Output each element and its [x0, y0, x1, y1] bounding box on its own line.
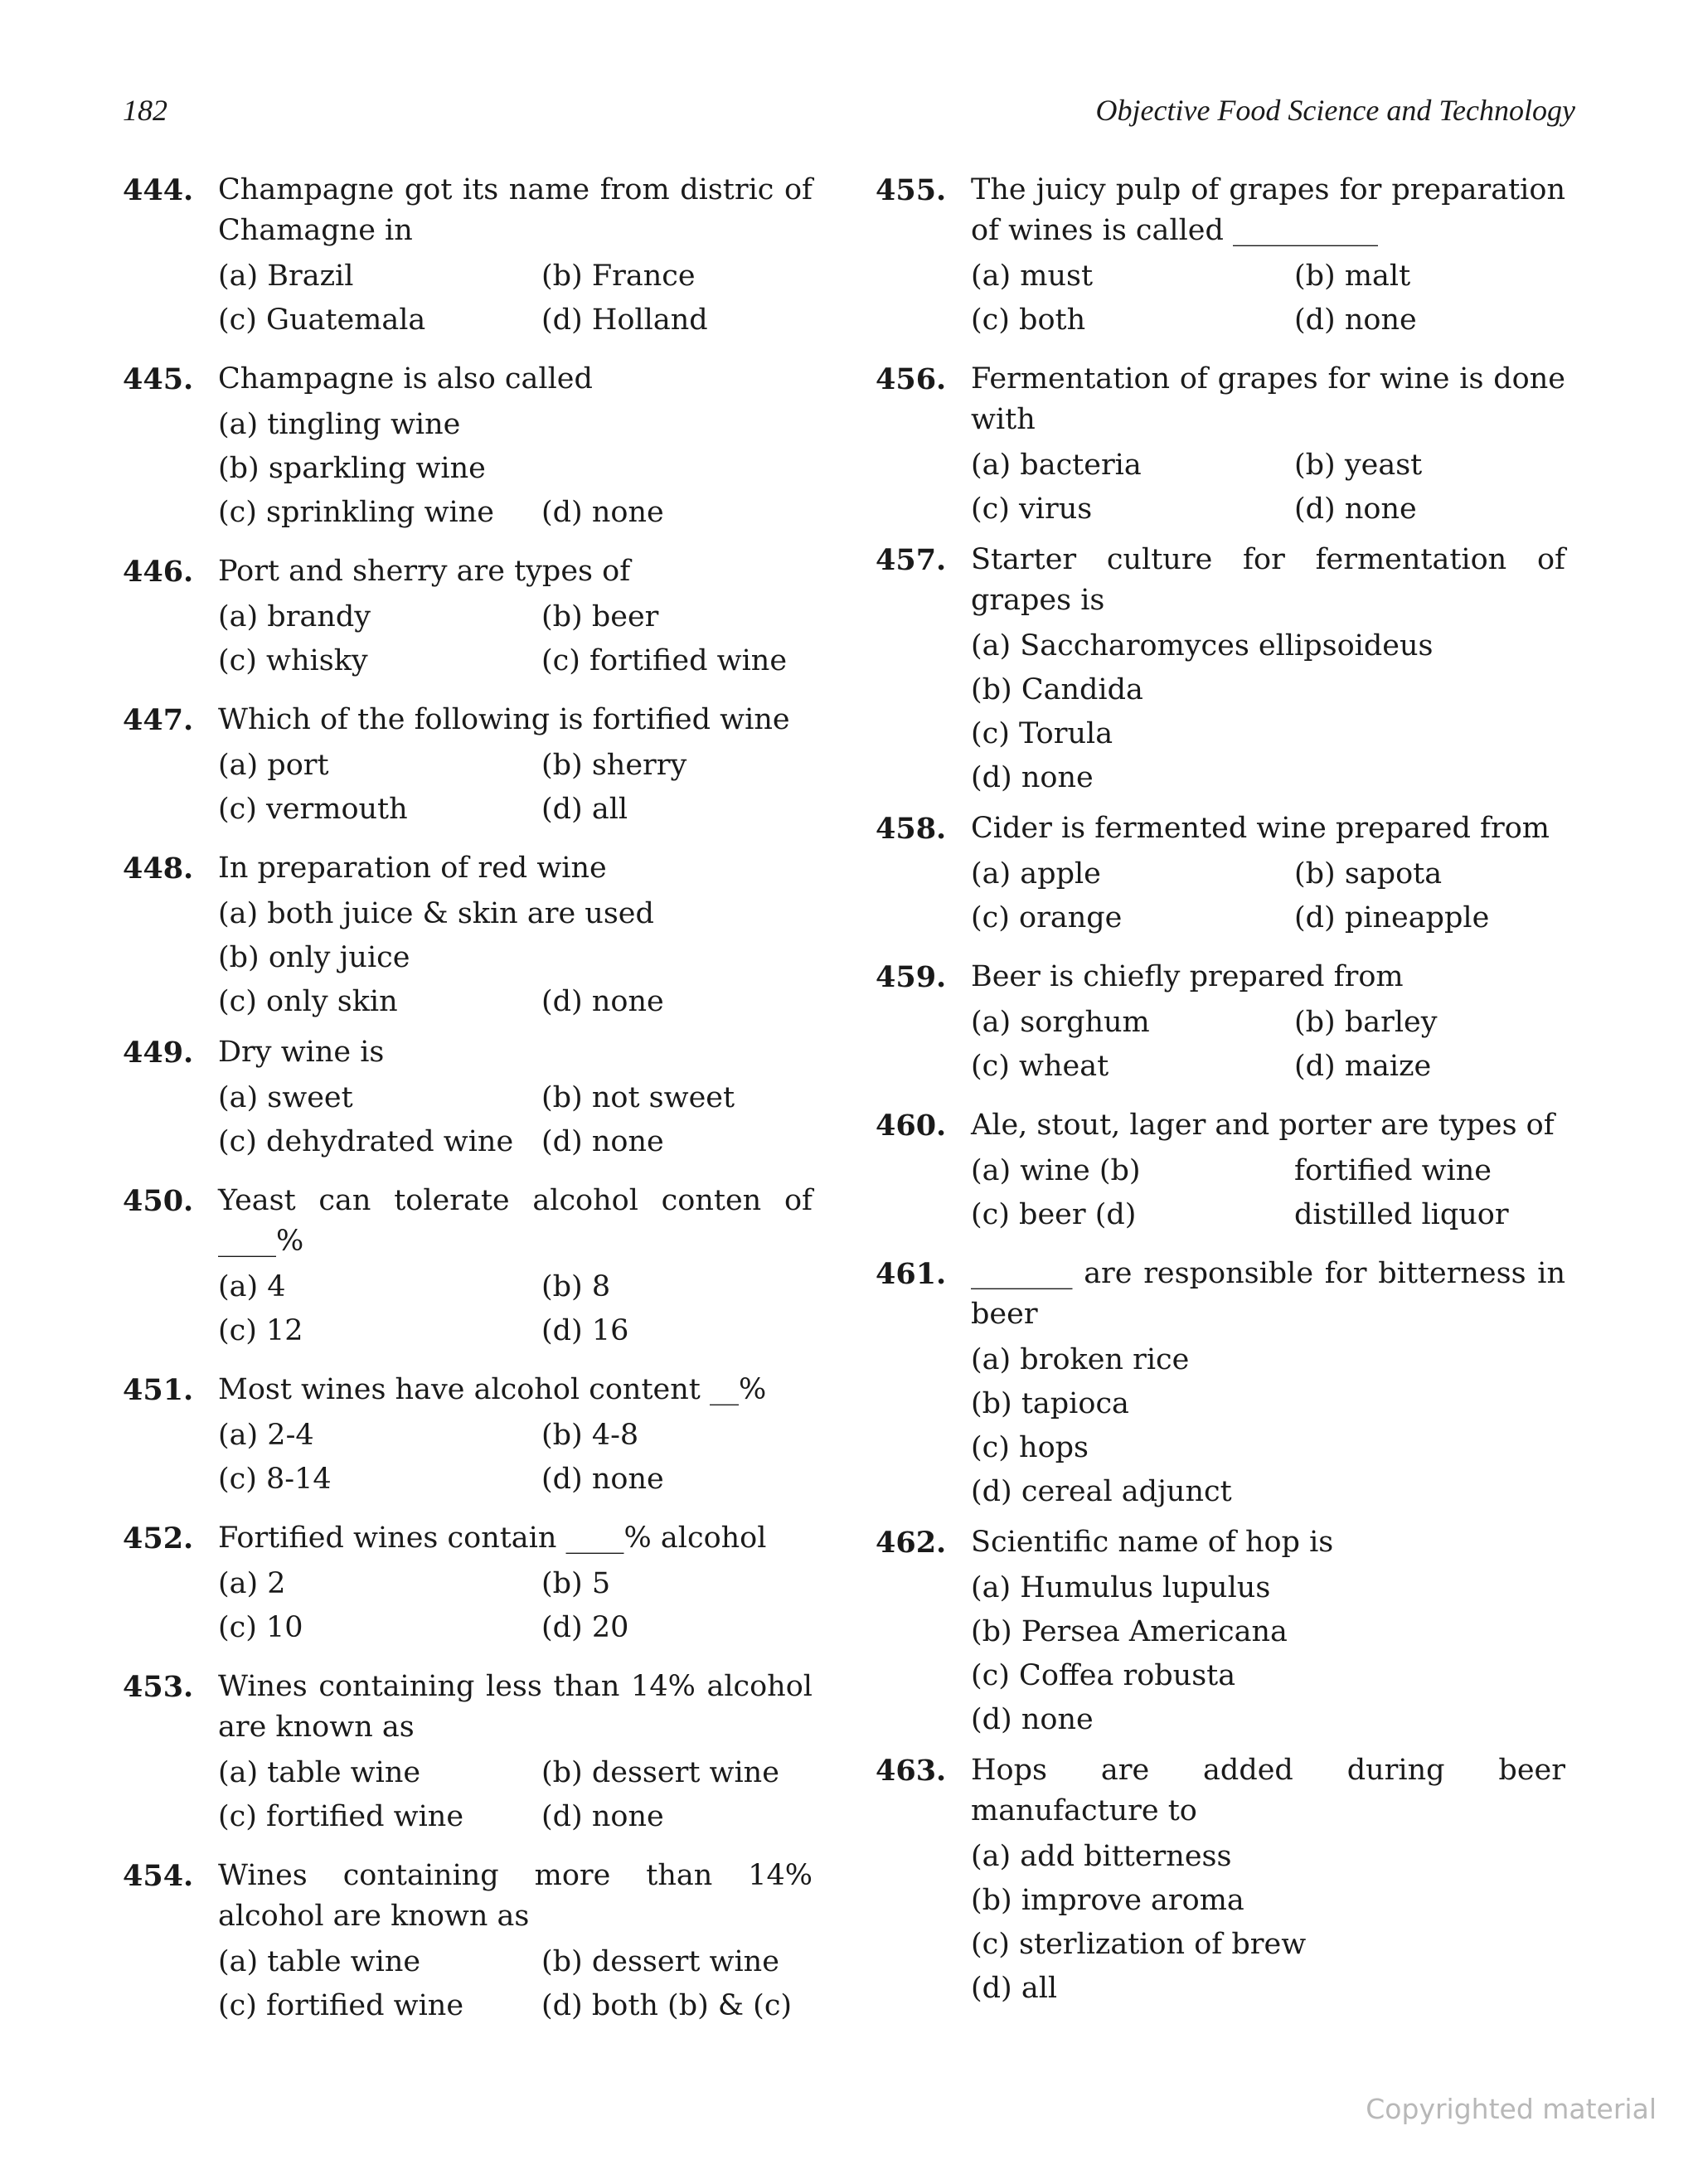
question-number: 448. [123, 852, 194, 886]
answer-option: (d) both (b) & (c) [541, 1989, 793, 2022]
answer-option: (a) 2-4 [218, 1419, 314, 1452]
page-header [123, 93, 1575, 134]
question [876, 808, 1565, 940]
question-number: 451. [123, 1373, 194, 1407]
answer-option: (a) table wine [218, 1945, 421, 1978]
question-text: Beer is chiefly prepared from [971, 960, 1404, 993]
question [876, 957, 1565, 1089]
question [123, 359, 813, 535]
option-row [971, 1149, 1565, 1193]
answer-option: (b) Candida [971, 673, 1143, 706]
option-row [971, 1967, 1565, 2011]
option-row [971, 1923, 1565, 1967]
question-text: Wines containing less than 14% alcohol are known as [218, 1670, 813, 1744]
option-row [218, 1076, 813, 1120]
option-row [218, 403, 813, 447]
option-row [971, 1470, 1565, 1514]
question-text: Port and sherry are types of [218, 555, 631, 588]
option-row [218, 1120, 813, 1164]
question-number: 463. [876, 1754, 947, 1788]
question-number: 446. [123, 555, 194, 589]
question-text: In preparation of red wine [218, 852, 607, 885]
question [123, 1032, 813, 1164]
answer-options [971, 1149, 1565, 1237]
answer-option: (c) Guatemala [218, 303, 426, 337]
question-number: 458. [876, 812, 947, 846]
answer-option: (b) only juice [218, 941, 410, 974]
question [123, 1856, 813, 2028]
answer-option: (c) wheat [971, 1050, 1109, 1083]
answer-options [218, 1562, 813, 1650]
answer-option: (c) whisky [218, 644, 368, 677]
option-row [218, 1940, 813, 1984]
answer-option: (b) malt [1294, 260, 1411, 293]
question-text: Champagne is also called [218, 362, 593, 396]
question-text: Starter culture for fermentation of grapes is [971, 543, 1565, 617]
question-number: 453. [123, 1670, 194, 1704]
answer-option: (d) none [541, 1125, 664, 1158]
option-row [218, 936, 813, 980]
option-row [971, 1193, 1565, 1237]
answer-option: (d) none [541, 1800, 664, 1833]
question [876, 1254, 1565, 1514]
answer-option: (b) dessert wine [541, 1945, 779, 1978]
option-row [971, 668, 1565, 712]
option-row [971, 255, 1565, 298]
answer-option: (a) 2 [218, 1567, 286, 1600]
answer-option: (a) sorghum [971, 1006, 1150, 1039]
option-row [218, 255, 813, 298]
answer-option: (a) port [218, 749, 329, 782]
option-row [218, 980, 813, 1024]
option-row [971, 1879, 1565, 1923]
question [123, 1370, 813, 1502]
answer-option: (d) none [541, 985, 664, 1018]
question [123, 1667, 813, 1839]
answer-options [218, 595, 813, 683]
answer-option: (b) sherry [541, 749, 687, 782]
option-row [971, 1654, 1565, 1698]
answer-option: (d) none [971, 1703, 1094, 1736]
question [123, 170, 813, 342]
answer-options [971, 624, 1565, 800]
question-text: Cider is fermented wine prepared from [971, 812, 1550, 845]
answer-option: (c) only skin [218, 985, 398, 1018]
question-number: 444. [123, 173, 194, 207]
answer-option: (c) both [971, 303, 1086, 337]
answer-option: (a) bacteria [971, 449, 1142, 482]
answer-option: (a) Humulus lupulus [971, 1571, 1271, 1604]
question-text: Scientific name of hop is [971, 1526, 1334, 1559]
answer-option: (d) none [1294, 303, 1417, 337]
answer-option: (c) fortified wine [218, 1989, 464, 2022]
question-text: Wines containing more than 14% alcohol are known as [218, 1859, 813, 1933]
answer-option: (a) 4 [218, 1270, 286, 1303]
question-number: 450. [123, 1184, 194, 1218]
answer-options [971, 852, 1565, 940]
answer-option: (c) orange [971, 901, 1123, 934]
question [876, 170, 1565, 342]
option-row [971, 1835, 1565, 1879]
answer-option: (d) none [541, 1463, 664, 1496]
answer-option: (d) none [541, 496, 664, 529]
option-row [971, 756, 1565, 800]
answer-options [218, 1414, 813, 1502]
answer-option: (c) sprinkling wine [218, 496, 494, 529]
question-number: 455. [876, 173, 947, 207]
question [123, 848, 813, 1024]
answer-option: (d) cereal adjunct [971, 1475, 1232, 1508]
answer-options [218, 255, 813, 342]
right-column [876, 170, 1565, 2011]
answer-option: (a) tingling wine [218, 408, 461, 441]
answer-option: (a) must [971, 260, 1094, 293]
question-number: 456. [876, 362, 947, 396]
answer-option: (d) Holland [541, 303, 708, 337]
option-row [218, 1414, 813, 1458]
answer-option: (a) table wine [218, 1756, 421, 1789]
option-row [218, 892, 813, 936]
question-text: The juicy pulp of grapes for preparation of wines is called __________ [971, 173, 1565, 247]
answer-option: (c) vermouth [218, 793, 408, 826]
answer-option: (b) beer [541, 600, 659, 633]
option-row [218, 788, 813, 832]
question-number: 445. [123, 362, 194, 396]
question-text: Hops are added during beer manufacture to [971, 1754, 1565, 1827]
answer-option: (c) sterlization of brew [971, 1928, 1307, 1961]
option-row [218, 639, 813, 683]
question-number: 454. [123, 1859, 194, 1893]
answer-options [218, 892, 813, 1024]
question-number: 449. [123, 1036, 194, 1070]
answer-option: (a) sweet [218, 1081, 353, 1114]
option-row [218, 447, 813, 491]
answer-option: (d) all [971, 1972, 1058, 2005]
answer-option: (a) Saccharomyces ellipsoideus [971, 629, 1434, 662]
answer-options [218, 744, 813, 832]
option-row [218, 1984, 813, 2028]
answer-option: (c) 8-14 [218, 1463, 332, 1496]
option-row [971, 852, 1565, 896]
option-row [218, 1751, 813, 1795]
book-title: Objective Food Science and Technology [1095, 94, 1575, 127]
option-row [218, 1265, 813, 1309]
question-text: Dry wine is [218, 1036, 385, 1069]
option-row [218, 1606, 813, 1650]
answer-option: (b) barley [1294, 1006, 1438, 1039]
answer-option: (c) beer (d) [971, 1198, 1137, 1231]
option-row [971, 624, 1565, 668]
option-row [971, 444, 1565, 488]
answer-option: (c) dehydrated wine [218, 1125, 514, 1158]
copyright-watermark: Copyrighted material [1366, 2093, 1657, 2125]
answer-option: (d) 16 [541, 1314, 629, 1347]
answer-option: (b) 4-8 [541, 1419, 639, 1452]
question-number: 461. [876, 1257, 947, 1291]
answer-option: (d) pineapple [1294, 901, 1490, 934]
answer-options [218, 1940, 813, 2028]
answer-options [971, 255, 1565, 342]
answer-options [218, 1751, 813, 1839]
question [876, 1522, 1565, 1742]
answer-option: (a) broken rice [971, 1343, 1190, 1376]
question-text: Fortified wines contain ____% alcohol [218, 1522, 767, 1555]
left-column [123, 170, 813, 2028]
option-row [218, 595, 813, 639]
answer-option: (b) not sweet [541, 1081, 735, 1114]
answer-option: (c) Torula [971, 717, 1113, 750]
option-row [971, 1566, 1565, 1610]
question [876, 540, 1565, 800]
answer-option: (a) brandy [218, 600, 371, 633]
question [876, 1105, 1565, 1237]
question [123, 1518, 813, 1650]
option-row [971, 712, 1565, 756]
question-text: _______ are responsible for bitterness in beer [971, 1257, 1565, 1331]
option-row [971, 896, 1565, 940]
question [123, 700, 813, 832]
answer-option: (c) Coffea robusta [971, 1659, 1236, 1692]
option-row [971, 1001, 1565, 1045]
question-number: 447. [123, 703, 194, 737]
answer-options [218, 1076, 813, 1164]
option-row [971, 1045, 1565, 1089]
answer-option: (d) none [971, 761, 1094, 794]
answer-option: (a) Brazil [218, 260, 354, 293]
question [876, 1750, 1565, 2011]
answer-option: (b) tapioca [971, 1387, 1129, 1420]
option-row [218, 1458, 813, 1502]
question-text: Champagne got its name from distric of Chamagne in [218, 173, 813, 247]
option-row [218, 744, 813, 788]
answer-option: (b) sparkling wine [218, 452, 486, 485]
answer-option: (d) maize [1294, 1050, 1432, 1083]
answer-options [971, 1338, 1565, 1514]
answer-option: (c) fortified wine [218, 1800, 464, 1833]
answer-options [218, 403, 813, 535]
question-text: Yeast can tolerate alcohol conten of ____% [218, 1184, 813, 1258]
option-row [218, 1309, 813, 1353]
answer-option: (c) 12 [218, 1314, 303, 1347]
answer-options [971, 1001, 1565, 1089]
answer-option: fortified wine [1294, 1154, 1492, 1187]
option-row [971, 488, 1565, 531]
question-number: 457. [876, 543, 947, 577]
question-text: Ale, stout, lager and porter are types of [971, 1109, 1555, 1142]
question-number: 462. [876, 1526, 947, 1560]
answer-options [971, 1835, 1565, 2011]
answer-option: (c) 10 [218, 1611, 303, 1644]
answer-options [971, 1566, 1565, 1742]
question-number: 459. [876, 960, 947, 994]
answer-option: (d) none [1294, 493, 1417, 526]
answer-option: (b) yeast [1294, 449, 1423, 482]
question [123, 1181, 813, 1353]
option-row [971, 1426, 1565, 1470]
answer-option: (a) add bitterness [971, 1840, 1232, 1873]
answer-option: distilled liquor [1294, 1198, 1509, 1231]
option-row [971, 298, 1565, 342]
question [876, 359, 1565, 531]
option-row [218, 1562, 813, 1606]
question-text: Most wines have alcohol content __% [218, 1373, 767, 1406]
answer-option: (b) 5 [541, 1567, 611, 1600]
page-number: 182 [123, 94, 167, 127]
answer-option: (b) France [541, 260, 696, 293]
question-text: Which of the following is fortified wine [218, 703, 790, 736]
answer-options [971, 444, 1565, 531]
option-row [971, 1338, 1565, 1382]
answer-option: (a) apple [971, 857, 1101, 891]
answer-option: (c) fortified wine [541, 644, 788, 677]
answer-option: (b) Persea Americana [971, 1615, 1288, 1648]
answer-option: (a) wine (b) [971, 1154, 1141, 1187]
question-number: 460. [876, 1109, 947, 1143]
option-row [971, 1610, 1565, 1654]
option-row [971, 1382, 1565, 1426]
option-row [218, 1795, 813, 1839]
answer-option: (d) all [541, 793, 628, 826]
answer-option: (b) 8 [541, 1270, 611, 1303]
answer-option: (c) hops [971, 1431, 1089, 1464]
answer-options [218, 1265, 813, 1353]
option-row [218, 298, 813, 342]
answer-option: (b) sapota [1294, 857, 1443, 891]
answer-option: (c) virus [971, 493, 1093, 526]
answer-option: (b) improve aroma [971, 1884, 1244, 1917]
question [123, 551, 813, 683]
question-number: 452. [123, 1522, 194, 1555]
answer-option: (a) both juice & skin are used [218, 897, 654, 930]
question-text: Fermentation of grapes for wine is done with [971, 362, 1565, 436]
answer-option: (b) dessert wine [541, 1756, 779, 1789]
option-row [971, 1698, 1565, 1742]
option-row [218, 491, 813, 535]
answer-option: (d) 20 [541, 1611, 629, 1644]
